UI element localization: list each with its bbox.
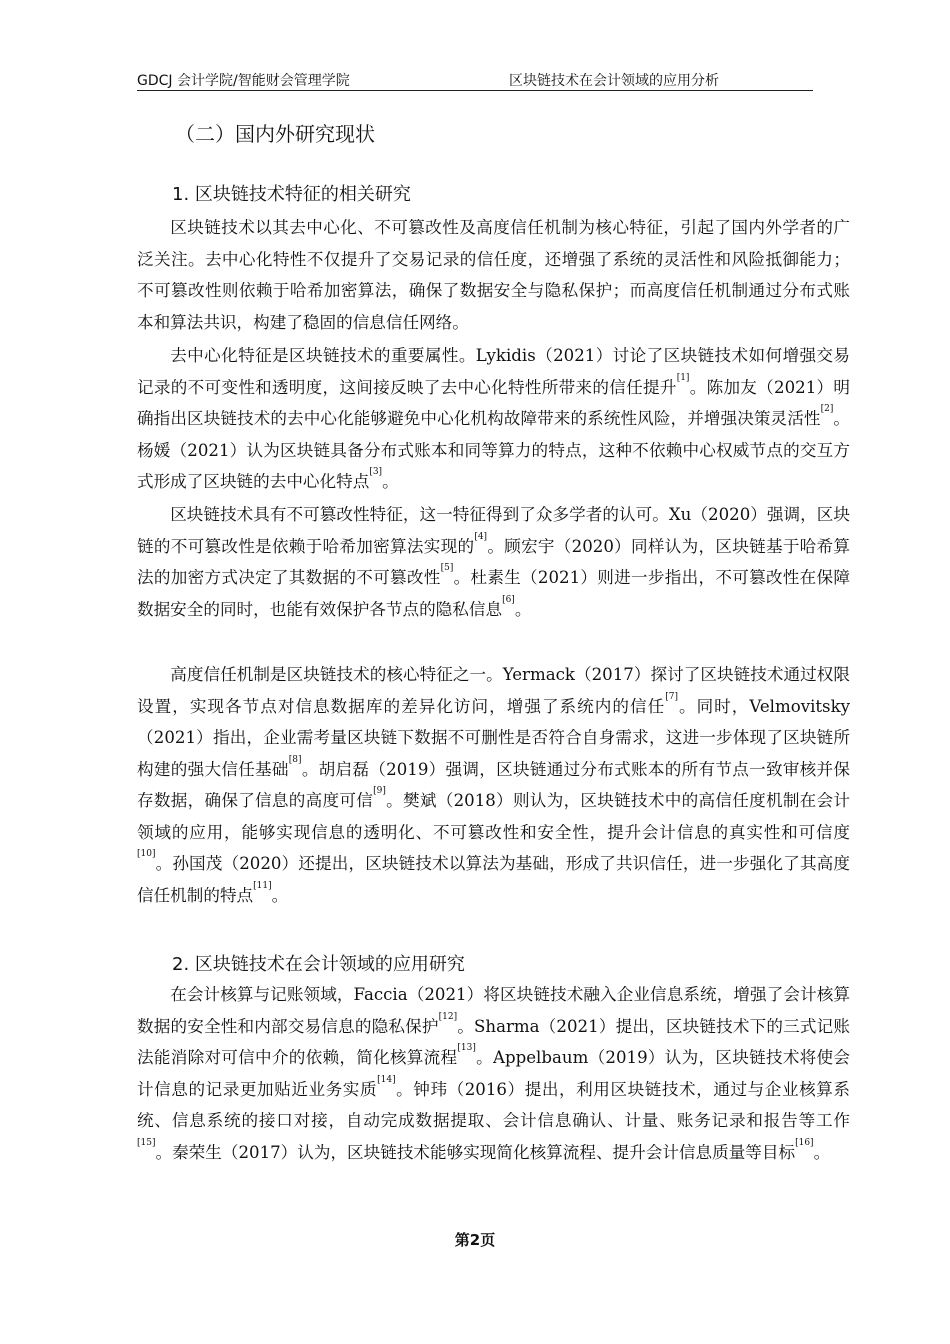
citation: [4] [474,531,488,542]
citation: [16] [795,1137,814,1148]
subsection-title-1: 1. 区块链技术特征的相关研究 [172,184,411,205]
paragraph-3: 区块链技术具有不可篡改性特征，这一特征得到了众多学者的认可。Xu（2020）强调，区块链的不可篡改性是依赖于哈希加密算法实现的[4]。顾宏宇（2020）同样认为，区块链基于哈希算法的加密方式决定了其数据的不可篡改性[5]。杜素生（2021）则进一步指出，不可篡改性在保障数据安全的同时，也能有效保护各节点的隐私信息[6]。 [137,505,851,619]
page-header [137,68,813,91]
paragraph-5: 在会计核算与记账领域，Faccia（2021）将区块链技术融入企业信息系统，增强了会计核算数据的安全性和内部交易信息的隐私保护[12]。Sharma（2021）提出，区块链技术下的三式记账法能消除对可信中介的依赖，简化核算流程[13]。Appelbaum（2019）认为，区块链技术将使会计信息的记录更加贴近业务实质[14]。钟玮（2016）提出，利用区块链技术，通过与企业核算系统、信息系统的接口对接，自动完成数据提取、会计信息确认、计量、账务记录和报告等工作[15]。秦荣生（2017）认为，区块链技术能够实现简化核算流程、提升会计信息质量等目标[16]。 [137,985,851,1162]
citation: [8] [288,754,302,765]
citation: [12] [438,1011,458,1022]
citation: [7] [665,691,678,702]
citation: [11] [253,880,272,891]
paragraph-1: 区块链技术以其去中心化、不可篡改性及高度信任机制为核心特征，引起了国内外学者的广泛关注。去中心化特性不仅提升了交易记录的信任度，还增强了系统的灵活性和风险抵御能力；不可篡改性则依赖于哈希加密算法，确保了数据安全与隐私保护；而高度信任机制通过分布式账本和算法共识，构建了稳固的信息信任网络。 [137,218,850,332]
paragraph-2: 去中心化特征是区块链技术的重要属性。Lykidis（2021）讨论了区块链技术如何增强交易记录的不可变性和透明度，这间接反映了去中心化特性所带来的信任提升[1]。陈加友（2021）明确指出区块链技术的去中心化能够避免中心化机构故障带来的系统性风险，并增强决策灵活性[2]。杨媛（2021）认为区块链具备分布式账本和同等算力的特点，这种不依赖中心权威节点的交互方式形成了区块链的去中心化特点[3]。 [137,346,851,491]
citation: [10] [137,849,156,859]
section-title: （二）国内外研究现状 [175,122,375,146]
citation: [9] [373,786,386,796]
citation: [14] [377,1074,396,1085]
citation: [3] [369,467,383,477]
citation: [6] [502,594,515,605]
header-school: GDCJ 会计学院/智能财会管理学院 [137,73,350,89]
page-number: 第2页 [454,1231,496,1249]
citation: [15] [137,1137,156,1148]
subsection-title-2: 2. 区块链技术在会计领域的应用研究 [172,954,465,975]
citation: [2] [820,404,834,414]
header-thesis-title: 区块链技术在会计领域的应用分析 [509,73,719,89]
citation: [5] [440,563,454,573]
citation: [1] [676,372,690,383]
paragraph-4: 高度信任机制是区块链技术的核心特征之一。Yermack（2017）探讨了区块链技术通过权限设置，实现各节点对信息数据库的差异化访问，增强了系统内的信任[7]。同时，Velmovitsky（2021）指出，企业需考量区块链下数据不可删性是否符合自身需求，这进一步体现了区块链所构建的强大信任基础[8]。胡启磊（2019）强调，区块链通过分布式账本的所有节点一致审核并保存数据，确保了信息的高度可信[9]。樊斌（2018）则认为，区块链技术中的高信任度机制在会计领域的应用，能够实现信息的透明化、不可篡改性和安全性，提升会计信息的真实性和可信度[10]。孙国茂（2020）还提出，区块链技术以算法为基础，形成了共识信任，进一步强化了其高度信任机制的特点[11]。 [137,665,851,905]
citation: [13] [457,1043,476,1053]
